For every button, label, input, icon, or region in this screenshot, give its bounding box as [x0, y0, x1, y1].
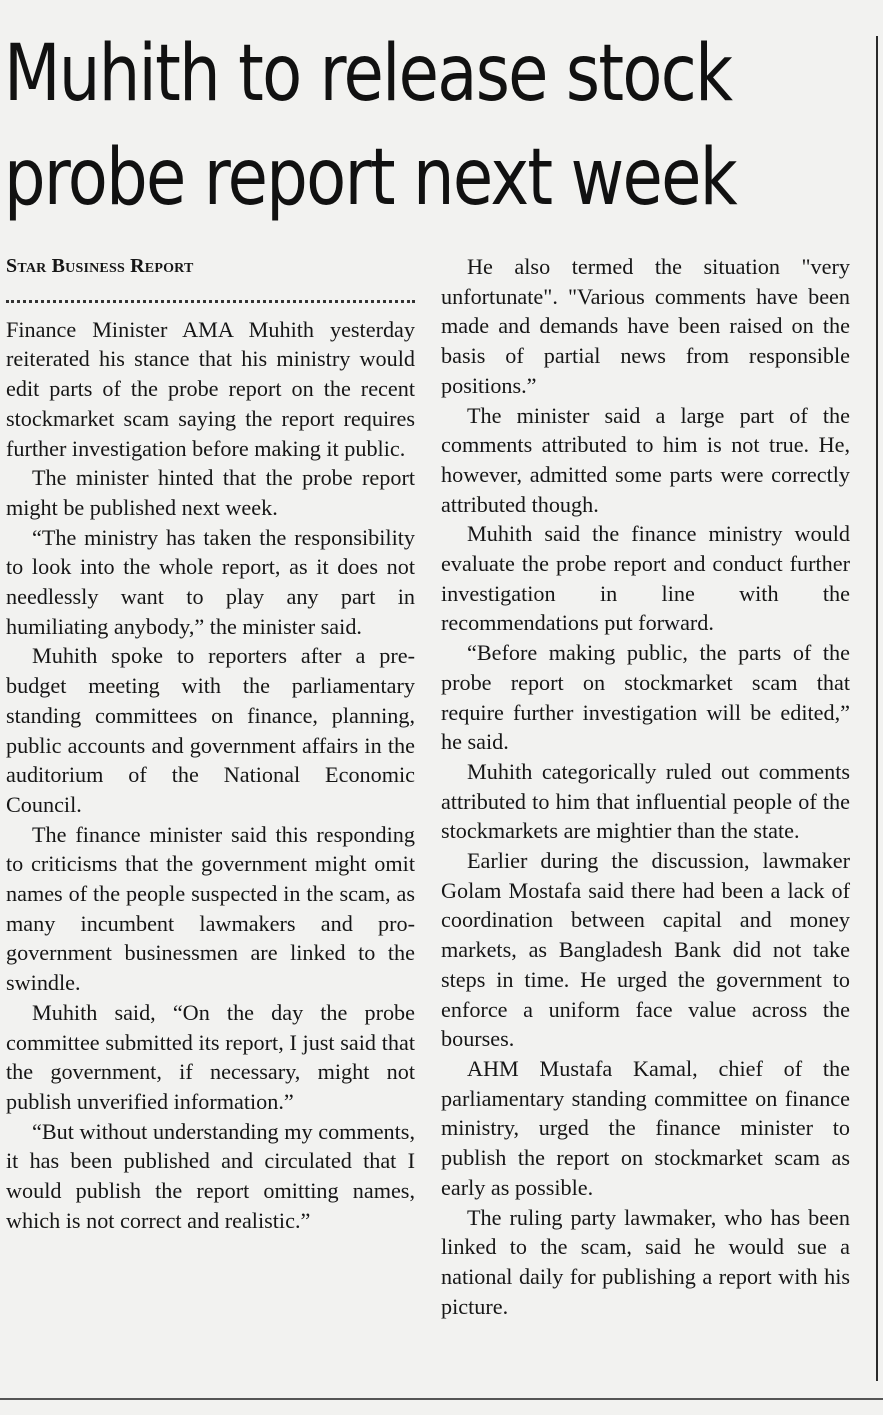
paragraph: Muhith said, “On the day the probe committee submitted its report, I just said that the government, if necessary, might not publish unverified information.” — [6, 999, 415, 1114]
headline — [4, 22, 737, 230]
paragraph: “But without understanding my comments, it has been published and circulated that I would publish the report omitting names, which is not correct and realistic.” — [6, 1118, 415, 1233]
column-rule — [876, 36, 878, 1381]
paragraph: Muhith categorically ruled out comments attributed to him that influential people of the stockmarkets are mightier than the state. — [441, 758, 850, 844]
headline-line-1: Muhith to release stock — [4, 29, 732, 119]
right-column — [441, 252, 850, 1321]
left-column — [6, 252, 415, 1235]
paragraph: He also termed the situation "very unfortunate". "Various comments have been made and demands have been raised on the basis of partial news from responsible positions.” — [441, 254, 850, 398]
paragraph: Muhith said the finance ministry would evaluate the probe report and conduct further investigation in line with the recommendations put forward. — [441, 521, 850, 636]
paragraph: Muhith spoke to reporters after a pre-budget meeting with the parliamentary standing committees on finance, planning, public accounts and government affairs in the auditorium of the National Economic Council. — [6, 643, 415, 817]
byline: Star Business Report — [6, 255, 194, 277]
paragraph: Finance Minister AMA Muhith yesterday reiterated his stance that his ministry would edit parts of the probe report on the recent stockmarket scam saying the report requires further investigation before making it public. — [6, 316, 415, 461]
paragraph: The minister hinted that the probe report might be published next week. — [6, 465, 415, 520]
paragraph: “Before making public, the parts of the probe report on stockmarket scam that require further investigation will be edited,” he said. — [441, 640, 850, 755]
paragraph: Earlier during the discussion, lawmaker Golam Mostafa said there had been a lack of coordination between capital and money markets, as Bangladesh Bank did not take steps in time. He urged the government to enforce a uniform face value across the bourses. — [441, 848, 850, 1052]
headline-line-2: probe report next week — [4, 133, 737, 223]
paragraph: The finance minister said this responding to criticisms that the government might omit names of the people suspected in the scam, as many incumbent lawmakers and pro-government businessmen are linked to the swindle. — [6, 821, 415, 996]
paragraph: The minister said a large part of the comments attributed to him is not true. He, however, admitted some parts were correctly attributed though. — [441, 402, 850, 517]
paragraph: The ruling party lawmaker, who has been linked to the scam, said he would sue a national daily for publishing a report with his picture. — [441, 1204, 850, 1319]
byline-divider — [6, 282, 415, 303]
paragraph: AHM Mustafa Kamal, chief of the parliamentary standing committee on finance ministry, urged the finance minister to publish the report on stockmarket scam as early as possible. — [441, 1055, 850, 1200]
paragraph: “The ministry has taken the responsibility to look into the whole report, as it does not needlessly want to play any part in humiliating anybody,” the minister said. — [6, 524, 415, 639]
bottom-border — [0, 1398, 883, 1400]
